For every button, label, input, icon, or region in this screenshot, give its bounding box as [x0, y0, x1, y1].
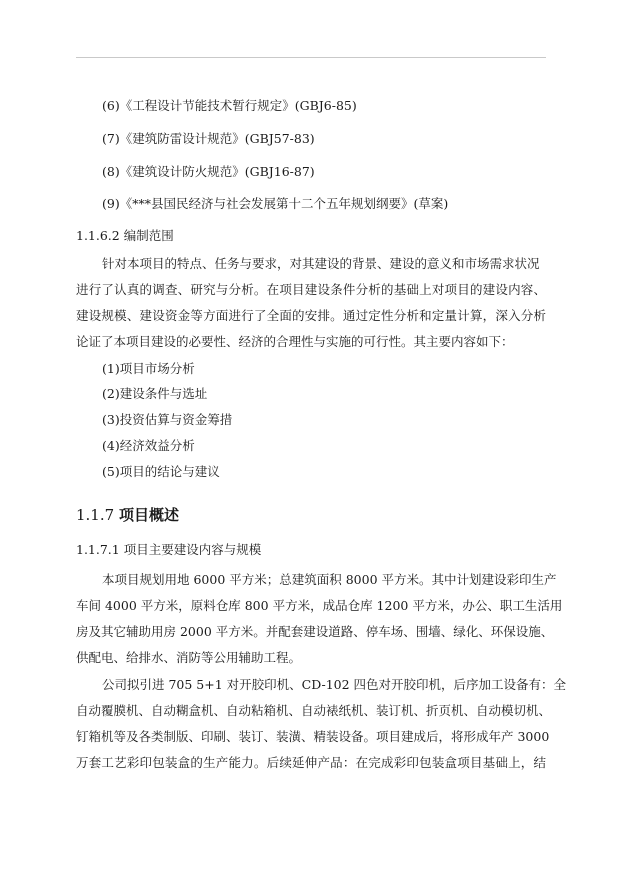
reference-item: (6)《工程设计节能技术暂行规定》(GBJ6-85)	[102, 98, 357, 113]
section-title: 项目概述	[118, 506, 179, 524]
paragraph-line: 针对本项目的特点、任务与要求，对其建设的背景、建设的意义和市场需求状况	[102, 256, 540, 271]
section-heading-1171: 1.1.7.1 项目主要建设内容与规模	[76, 542, 262, 557]
paragraph-line: 车间 4000 平方米，原料仓库 800 平方米，成品仓库 1200 平方米，办公、职工生活用	[76, 598, 563, 613]
paragraph-line: 房及其它辅助用房 2000 平方米。并配套建设道路、停车场、围墙、绿化、环保设施、	[76, 624, 554, 639]
paragraph-line: 进行了认真的调查、研究与分析。在项目建设条件分析的基础上对项目的建设内容、	[76, 282, 546, 297]
list-item: (2)建设条件与选址	[102, 386, 208, 401]
paragraph-line: 本项目规划用地 6000 平方米；总建筑面积 8000 平方米。其中计划建设彩印生产	[102, 572, 557, 587]
reference-item: (7)《建筑防雷设计规范》(GBJ57-83)	[102, 131, 315, 146]
section-heading-1162: 1.1.6.2 编制范围	[76, 228, 174, 243]
paragraph-line: 钉箱机等及各类制版、印刷、装订、装潢、精装设备。项目建成后，将形成年产 3000	[76, 729, 550, 744]
section-heading-117	[76, 506, 179, 524]
list-item: (5)项目的结论与建议	[102, 464, 220, 479]
list-item: (3)投资估算与资金筹措	[102, 412, 233, 427]
list-item: (1)项目市场分析	[102, 361, 195, 376]
reference-item: (8)《建筑设计防火规范》(GBJ16-87)	[102, 164, 315, 179]
section-number: 1.1.7	[76, 506, 115, 524]
paragraph-line: 公司拟引进 705 5+1 对开胶印机、CD-102 四色对开胶印机，后序加工设备有：全	[102, 677, 567, 692]
reference-item: (9)《***县国民经济与社会发展第十二个五年规划纲要》(草案)	[102, 196, 449, 211]
header-rule	[76, 57, 546, 58]
paragraph-line: 建设规模、建设资金等方面进行了全面的安排。通过定性分析和定量计算，深入分析	[76, 308, 546, 323]
paragraph-line: 论证了本项目建设的必要性、经济的合理性与实施的可行性。其主要内容如下：	[76, 334, 514, 349]
paragraph-line: 自动覆膜机、自动糊盒机、自动粘箱机、自动裱纸机、装订机、折页机、自动模切机、	[76, 703, 552, 718]
paragraph-line: 供配电、给排水、消防等公用辅助工程。	[76, 650, 302, 665]
list-item: (4)经济效益分析	[102, 438, 195, 453]
paragraph-line: 万套工艺彩印包装盒的生产能力。后续延伸产品：在完成彩印包装盒项目基础上，结	[76, 755, 546, 770]
